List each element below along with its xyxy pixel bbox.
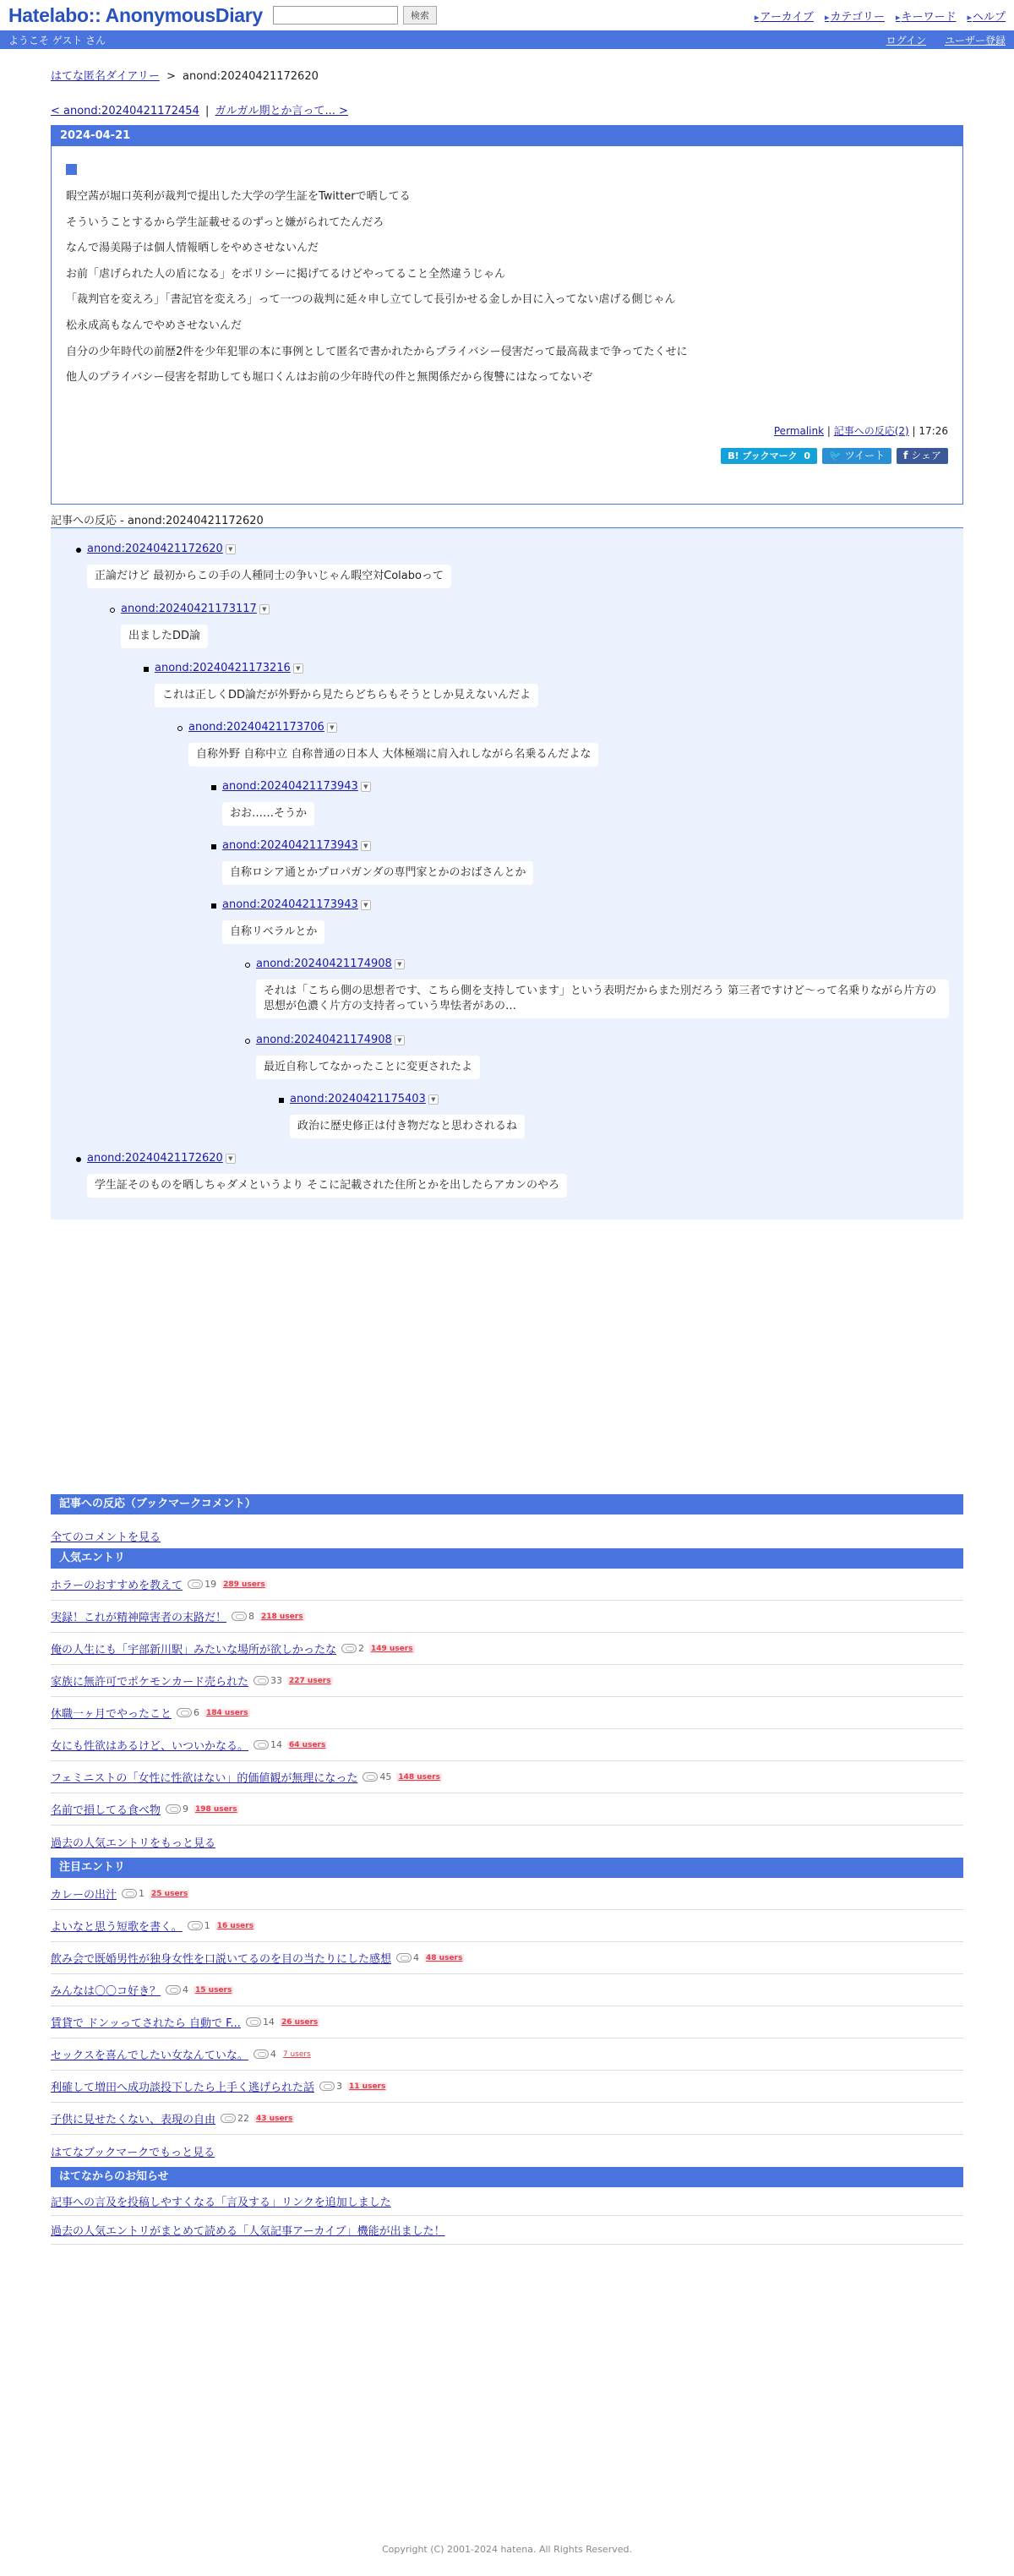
comment-bubble-icon (166, 1804, 181, 1814)
comment-bubble-icon (363, 1772, 378, 1782)
comment-count-number: 1 (204, 1920, 210, 1931)
entry-title-link[interactable]: 飲み会で既婚男性が独身女性を口説いてるのを目の当たりにした感想 (51, 1953, 392, 1966)
bookmark-users-badge[interactable]: 218 users (261, 1612, 303, 1621)
nav-archive-link[interactable]: ▸ アーカイブ (755, 8, 814, 24)
entry-row (51, 1601, 963, 1633)
reaction-node (222, 779, 371, 826)
tree-bullet (144, 667, 149, 672)
bookmark-users-badge[interactable]: 289 users (223, 1580, 265, 1589)
tree-bullet (110, 608, 115, 613)
footer-copyright: Copyright (C) 2001-2024 hatena. All Rights Reserved. (382, 2544, 632, 2555)
entry-title-square[interactable] (66, 164, 77, 175)
comment-bubble-icon (319, 2082, 335, 2091)
expand-arrow-icon[interactable]: ▼ (361, 841, 371, 851)
bookmark-users-badge[interactable]: 7 users (282, 2049, 311, 2059)
entry-row (51, 1569, 963, 1601)
entry-title-link[interactable]: 女にも性欲はあるけど、いついかなる。 (51, 1740, 249, 1753)
comment-bubble-icon (246, 2017, 261, 2027)
breadcrumb-separator: > (166, 70, 176, 83)
all-comments-link[interactable]: 全てのコメントを見る (51, 1531, 161, 1544)
comment-bubble-icon (122, 1889, 137, 1898)
entry-footer: Permalink | 記事への反応(2) | 17:26 (773, 424, 948, 437)
comment-count-number: 3 (336, 2081, 343, 2092)
bookmark-users-badge[interactable]: 15 users (195, 1985, 232, 1995)
expand-arrow-icon[interactable]: ▼ (361, 900, 371, 910)
permalink-link[interactable]: Permalink (773, 424, 825, 437)
entry-body (52, 146, 962, 464)
comment-count-number: 1 (139, 1888, 145, 1899)
entry-row (51, 1942, 963, 1974)
reaction-text: 最近自称してなかったことに変更されたよ (256, 1056, 480, 1079)
entry-row (51, 1665, 963, 1697)
entry-row (51, 1878, 963, 1910)
nav-help-link[interactable]: ▸ ヘルプ (967, 8, 1006, 24)
breadcrumb-home[interactable]: はてな匿名ダイアリー (51, 70, 160, 83)
comment-count[interactable] (363, 1771, 391, 1782)
entry-row (51, 2006, 963, 2038)
comment-count[interactable] (396, 1952, 419, 1963)
reaction-link[interactable]: anond:20240421174908 (256, 1034, 392, 1046)
comment-count[interactable] (319, 2081, 342, 2092)
entry-row (51, 2038, 963, 2071)
reaction-node (256, 957, 949, 1018)
reaction-link[interactable]: anond:20240421172620 (87, 543, 223, 555)
tree-bullet (279, 1098, 284, 1103)
entry-line: 松永成高もなんでやめさせないんだ (66, 319, 243, 332)
comment-count-number: 4 (270, 2049, 276, 2060)
comment-count-number: 2 (358, 1643, 365, 1654)
entry-row (51, 1697, 963, 1729)
comment-count-number: 19 (204, 1579, 217, 1590)
attention-more-link[interactable]: はてなブックマークでもっと見る (51, 2146, 215, 2159)
bookmark-users-badge[interactable]: 198 users (195, 1804, 237, 1814)
search-button[interactable]: 検索 (403, 6, 437, 25)
reaction-text: 政治に歴史修正は付き物だなと思わされるね (290, 1115, 525, 1138)
popular-entries-heading: 人気エントリ (51, 1548, 963, 1569)
entry-nav (51, 101, 963, 118)
tree-bullet (76, 548, 81, 553)
news-item (51, 2216, 963, 2245)
expand-arrow-icon[interactable]: ▼ (259, 604, 270, 614)
comment-count[interactable] (232, 1611, 254, 1622)
comment-count[interactable] (254, 1675, 282, 1686)
reaction-text: それは「こちら側の思想者です、こちら側を支持しています」という表明だからまた別だろう 第三者ですけど〜って名乗りながら片方の思想が色濃く片方の支持者っていう卑怯者があの… (256, 980, 949, 1018)
expand-arrow-icon[interactable]: ▼ (395, 959, 405, 969)
comment-count[interactable] (221, 2113, 249, 2124)
comment-count-number: 22 (237, 2113, 250, 2124)
entry-row (51, 1974, 963, 2006)
reaction-link[interactable]: anond:20240421173943 (222, 898, 358, 911)
reaction-link[interactable]: anond:20240421175403 (290, 1093, 426, 1105)
bookmark-users-badge[interactable]: 26 users (281, 2017, 319, 2027)
bookmark-users-badge[interactable]: 25 users (151, 1889, 188, 1898)
comment-bubble-icon (232, 1612, 247, 1621)
entry-row (51, 1633, 963, 1665)
entry-line: なんで湯美陽子は個人情報晒しをやめさせないんだ (66, 242, 319, 255)
reaction-node (222, 898, 371, 944)
site-logo[interactable]: Hatelabo:: AnonymousDiary (8, 3, 263, 26)
comment-count[interactable] (246, 2017, 275, 2028)
comment-bubble-icon (254, 2049, 269, 2059)
reaction-text: 自称外野 自称中立 自称普通の日本人 大体極端に肩入れしながら名乗るんだよな (188, 743, 598, 767)
sidebar-sections (51, 1494, 963, 2245)
reaction-text: 正論だけど 最初からこの手の人種同士の争いじゃん暇空対Colaboって (87, 565, 451, 588)
entry-time: 17:26 (919, 424, 948, 437)
comment-count[interactable] (177, 1707, 199, 1718)
reaction-node (188, 720, 598, 767)
search-input[interactable] (273, 6, 398, 25)
reaction-text: 出ましたDD論 (121, 625, 208, 648)
comment-bubble-icon (177, 1708, 192, 1717)
comment-count[interactable] (341, 1643, 364, 1654)
reaction-node (256, 1033, 480, 1079)
entry-title-link[interactable]: フェミニストの「女性に性欲はない」的価値観が無理になった (51, 1772, 358, 1785)
reaction-link[interactable]: anond:20240421173943 (222, 780, 358, 793)
entry-title-link[interactable]: よいなと思う短歌を書く。 (51, 1921, 183, 1934)
facebook-share-button[interactable] (897, 448, 948, 464)
comment-count-number: 14 (270, 1739, 283, 1750)
reactions-heading (51, 511, 963, 528)
comment-count[interactable] (166, 1804, 188, 1815)
reaction-link[interactable]: anond:20240421173216 (155, 662, 291, 674)
reaction-text: これは正しくDD論だが外野から見たらどちらもそうとしか見えないんだよ (155, 684, 538, 707)
expand-arrow-icon[interactable]: ▼ (293, 663, 303, 674)
facebook-icon: f (903, 449, 908, 461)
comment-count-number: 8 (248, 1611, 255, 1622)
bookmark-count: 0 (804, 450, 810, 461)
tree-bullet (245, 963, 250, 968)
reaction-link[interactable]: anond:20240421173706 (188, 721, 324, 734)
expand-arrow-icon[interactable]: ▼ (395, 1035, 405, 1045)
comment-bubble-icon (254, 1740, 269, 1749)
comment-bubble-icon (188, 1580, 203, 1589)
comment-count[interactable] (122, 1888, 144, 1899)
tree-bullet (76, 1157, 81, 1162)
diary-entry (51, 125, 963, 505)
expand-arrow-icon[interactable]: ▼ (428, 1094, 439, 1105)
popular-entries-list (51, 1569, 963, 1826)
bookmark-users-badge[interactable]: 48 users (426, 1953, 463, 1962)
tree-bullet (177, 726, 183, 731)
entry-title-link[interactable]: ホラーのおすすめを教えて (51, 1580, 183, 1592)
bookmark-users-badge[interactable]: 227 users (289, 1676, 331, 1685)
welcome-text: ようこそ ゲスト さん (8, 34, 106, 46)
reaction-link[interactable]: anond:20240421173943 (222, 839, 358, 852)
bookmark-users-badge[interactable]: 16 users (216, 1921, 254, 1930)
next-entry-link[interactable]: ガルガル期とか言って... > (215, 105, 348, 117)
comment-count-number: 33 (270, 1675, 283, 1686)
entry-title-link[interactable]: 俺の人生にも「宇部新川駅」みたいな場所が欲しかったな (51, 1644, 337, 1656)
news-heading: はてなからのお知らせ (51, 2167, 963, 2187)
comment-count[interactable] (254, 1739, 282, 1750)
entry-title-link[interactable]: セックスを喜んでしたい女なんていな。 (51, 2049, 248, 2062)
breadcrumb-current: anond:20240421172620 (183, 70, 319, 83)
bookmark-users-badge[interactable]: 149 users (371, 1644, 413, 1653)
reaction-node (222, 838, 533, 885)
comment-count-number: 14 (262, 2017, 275, 2028)
bookmark-users-badge[interactable]: 11 users (349, 2082, 386, 2091)
nav-separator: | (205, 105, 210, 117)
comment-bubble-icon (254, 1676, 269, 1685)
tree-bullet (211, 785, 216, 790)
reaction-node (155, 661, 538, 707)
entry-title-link[interactable]: 利確して増田へ成功談投下したら上手く逃げられた話 (51, 2082, 315, 2094)
share-label: シェア (911, 449, 941, 461)
entry-row (51, 2071, 963, 2103)
entry-title-link[interactable]: 名前で損してる食べ物 (51, 1804, 161, 1817)
comment-count-number: 45 (379, 1771, 392, 1782)
hatena-bookmark-button[interactable] (721, 448, 817, 464)
share-buttons (66, 448, 948, 464)
header-nav (755, 8, 1006, 24)
bookmark-users-badge[interactable]: 184 users (206, 1708, 248, 1717)
comment-bubble-icon (396, 1953, 412, 1962)
attention-entries-heading: 注目エントリ (51, 1858, 963, 1878)
comment-bubble-icon (166, 1985, 181, 1995)
entry-line: 「裁判官を変えろ」「書記官を変えろ」って一つの裁判に延々申し立てして長引かせる金しか目に入ってない虐げる側じゃん (66, 293, 676, 307)
reaction-node (87, 1151, 567, 1198)
user-bar (0, 30, 1014, 49)
reaction-link[interactable]: anond:20240421172620 (87, 1152, 223, 1165)
entry-row (51, 1729, 963, 1761)
reaction-text: 自称ロシア通とかプロパガンダの専門家とかのおばさんとか (222, 861, 533, 885)
popular-more-link[interactable]: 過去の人気エントリをもっと見る (51, 1836, 216, 1850)
comment-count-number: 6 (194, 1707, 200, 1718)
entry-line: 他人のプライバシー侵害を幇助しても堀口くんはお前の少年時代の件と無関係だから復讐にはなってないぞ (66, 371, 593, 385)
entry-title-link[interactable]: カレーの出汁 (51, 1889, 117, 1902)
comment-bubble-icon (188, 1921, 203, 1930)
main-content (51, 67, 963, 1220)
expand-arrow-icon[interactable]: ▼ (226, 1154, 236, 1164)
comment-count[interactable] (254, 2049, 276, 2060)
entry-row (51, 1761, 963, 1793)
reactions-link[interactable]: 記事への反応(2) (833, 424, 909, 437)
tree-bullet (245, 1039, 250, 1044)
entry-title-link[interactable]: 家族に無許可でポケモンカード売られた (51, 1676, 249, 1689)
comment-count-number: 4 (413, 1952, 420, 1963)
nav-keyword-link[interactable]: ▸ キーワード (896, 8, 957, 24)
reaction-node (121, 602, 270, 648)
entry-line: 暇空茜が堀口英利が裁判で提出した大学の学生証をTwitterで晒してる (66, 190, 411, 203)
reaction-node (87, 542, 451, 588)
reaction-text: 自称リベラルとか (222, 920, 324, 944)
reaction-node (290, 1092, 525, 1138)
tree-bullet (211, 903, 216, 909)
entry-line: お前「虐げられた人の盾になる」をポリシーに掲げてるけどやってること全然違うじゃん (66, 267, 506, 281)
tweet-button[interactable] (822, 448, 891, 464)
prev-entry-link[interactable]: < anond:20240421172454 (51, 105, 199, 117)
nav-category-link[interactable]: ▸ カテゴリー (825, 8, 885, 24)
reaction-link[interactable]: anond:20240421173117 (121, 603, 257, 615)
twitter-bird-icon: 🐦 (828, 449, 842, 461)
entry-line: 自分の少年時代の前歴2件を少年犯罪の本に事例として匿名で書かれたからプライバシー侵害だって最高裁まで争ってたくせに (66, 345, 688, 358)
news-link[interactable]: 記事への言及を投稿しやすくなる「言及する」リンクを追加しました (51, 2197, 391, 2209)
bookmark-users-badge[interactable]: 64 users (289, 1740, 326, 1749)
entry-title-link[interactable]: 子供に見せたくない、表現の自由 (51, 2114, 216, 2126)
comment-bubble-icon (221, 2114, 236, 2123)
entry-row (51, 1793, 963, 1826)
entry-title-link[interactable]: 実録！これが精神障害者の末路だ！ (51, 1612, 227, 1624)
bookmark-comments-heading: 記事への反応（ブックマークコメント） (51, 1494, 963, 1514)
comment-count-number: 4 (183, 1984, 189, 1995)
login-link[interactable]: ログイン (886, 34, 926, 46)
reaction-text: 学生証そのものを晒しちゃダメというより そこに記載された住所とかを出したらアカンのやろ (87, 1174, 567, 1198)
news-item (51, 2187, 963, 2216)
reaction-tree (51, 528, 963, 1220)
expand-arrow-icon[interactable]: ▼ (327, 723, 337, 733)
reactions-heading-text: 記事への反応 - anond:20240421172620 (51, 515, 264, 527)
bookmark-users-badge[interactable]: 43 users (256, 2114, 293, 2123)
entry-line: そういうことするから学生証載せるのずっと嫌がられてたんだろ (66, 216, 384, 229)
comment-count-number: 9 (183, 1804, 189, 1815)
entry-title-link[interactable]: みんなは〇〇コ好き？ (51, 1985, 161, 1998)
entry-row (51, 1910, 963, 1942)
comment-count[interactable] (188, 1920, 210, 1931)
reaction-link[interactable]: anond:20240421174908 (256, 958, 392, 970)
register-link[interactable]: ユーザー登録 (944, 34, 1006, 46)
comment-count[interactable] (166, 1984, 188, 1995)
entry-row (51, 2103, 963, 2135)
site-header (0, 0, 1014, 30)
bookmark-users-badge[interactable]: 148 users (398, 1772, 440, 1782)
entry-date: 2024-04-21 (52, 126, 962, 146)
reaction-text: おお……そうか (222, 802, 314, 826)
expand-arrow-icon[interactable]: ▼ (226, 544, 236, 554)
breadcrumb (51, 67, 963, 89)
bookmark-label: B! ブックマーク (728, 450, 798, 461)
comment-count[interactable] (188, 1579, 216, 1590)
tree-bullet (211, 844, 216, 849)
attention-entries-list (51, 1878, 963, 2135)
tweet-label: ツイート (844, 449, 886, 461)
expand-arrow-icon[interactable]: ▼ (361, 782, 371, 792)
comment-bubble-icon (341, 1644, 357, 1653)
entry-title-link[interactable]: 賃貸で ドンッってされたら 自動で F... (51, 2017, 241, 2030)
news-link[interactable]: 過去の人気エントリがまとめて読める「人気記事アーカイブ」機能が出ました！ (51, 2225, 445, 2238)
entry-title-link[interactable]: 休職一ヶ月でやったこと (51, 1708, 172, 1721)
